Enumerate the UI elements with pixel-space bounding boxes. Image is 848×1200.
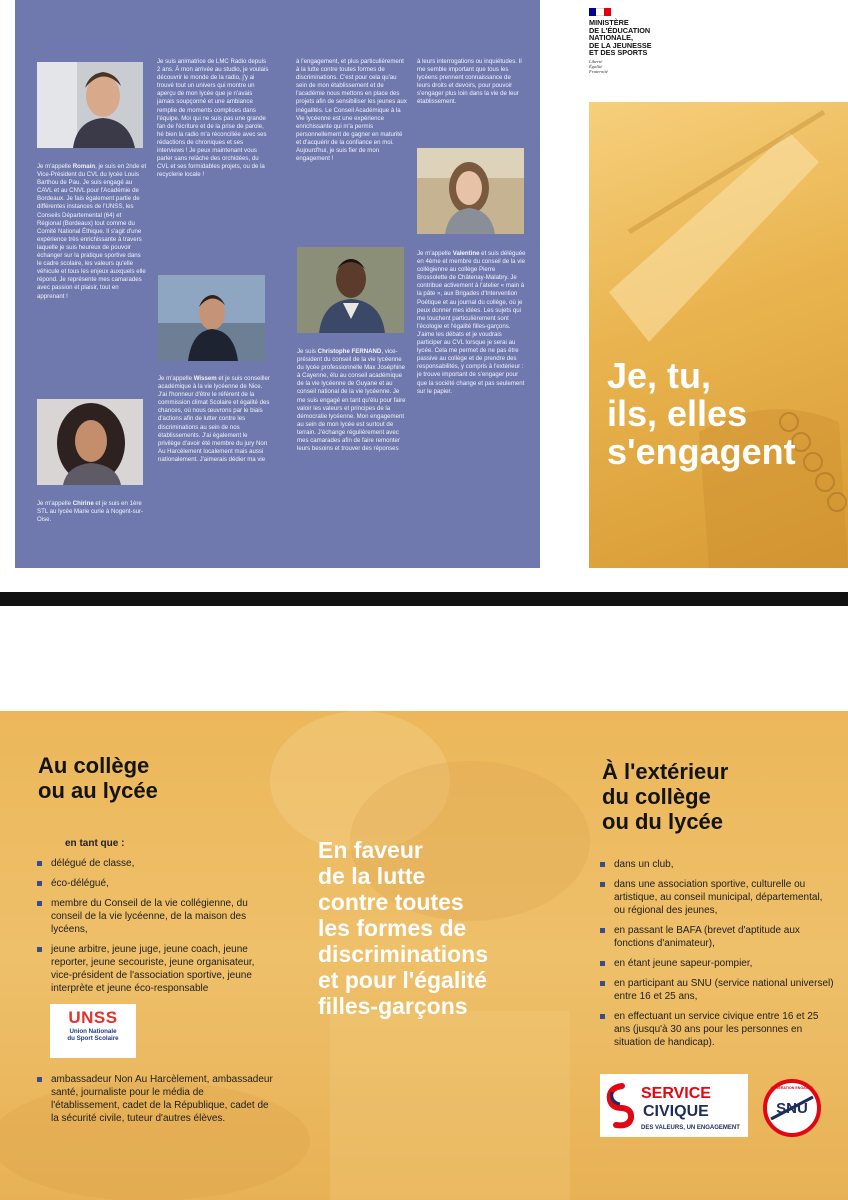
- romain-text: Je m'appelle Romain, je suis en 2nde et Vice-Président du CVL du lycée Louis Barthou de Pau. Je suis engagé au CAVL et au CNVL pour l'Académie de Bordeaux. Je fais également partie de différentes instances de l'UNSS, les Conseils Départemental (64) et Régional (Bordeaux) tout comme du Comité National Éthique. Il s'agit d'une expérience très enrichissante à travers laquelle je suis heureux de pouvoir échanger sur la pratique sportive dans le cadre scolaire, les valeurs qu'elle véhicule et tous les enjeux auxquels elle répond. Je représente mes camarades avec passion et plaisir, tout en apprenant !: [37, 163, 147, 300]
- valentine-photo: [417, 148, 524, 234]
- list-item: dans un club,: [599, 858, 835, 871]
- left-heading: Au collège ou au lycée: [38, 753, 158, 803]
- sc-logo-tagline: DES VALEURS, UN ENGAGEMENT: [641, 1125, 740, 1131]
- chirine-text: Je m'appelle Chirine et je suis en 1ère STL au lycée Marie curie à Nogent-sur-Oise.: [37, 500, 144, 524]
- list-item: en passant le BAFA (brevet d'aptitude aux fonctions d'animateur),: [599, 924, 835, 950]
- cover-title: Je, tu, ils, elles s'engagent: [607, 355, 796, 472]
- right-heading: À l'extérieur du collège ou du lycée: [602, 759, 729, 834]
- center-slogan: En faveur de la lutte contre toutes les formes de discriminations et pour l'égalité filles-garçons: [318, 837, 488, 1019]
- lmc-radio-text: Je suis animatrice de LMC Radio depuis 2 ans. À mon arrivée au studio, je voulais découvrir le monde de la radio, j'y ai trouvé tout un univers qui montre un aperçu de mon lycée que je n'avais jamais soupçonné et une ambiance remplie de moments complices dans l'équipe. Moi qui ne suis pas une grande fan de l'écriture et de la prise de parole, hé bien la radio m'a réconciliée avec ses rédactions de chroniques et ses interviews ! Je peux maintenant vous parler sans relâche des orchidées, du CVL et ses formidables projets, ou de la recyclerie locale !: [157, 58, 269, 179]
- republic-motto: Liberté Égalité Fraternité: [589, 58, 608, 74]
- list-item: en participant au SNU (service national universel) entre 16 et 25 ans,: [599, 977, 835, 1003]
- list-item: éco-délégué,: [36, 877, 274, 890]
- ministry-logo: [589, 8, 709, 74]
- list-item: en effectuant un service civique entre 16 et 25 ans (jusqu'à 30 ans pour les personnes en situation de handicap).: [599, 1010, 835, 1049]
- engagement-text: à l'engagement, et plus particulièrement à la lutte contre toutes formes de discriminations. C'est pour cela qu'au sein de mon établissement et de l'académie nous mettons en place des projets afin de sensibiliser les jeunes aux inégalités. Le Conseil Académique à la Vie lycéenne est une expérience enrichissante qui m'a permis personnellement de gagner en maturité et d'acquérir de la confiance en moi. Aujourd'hui, je suis fier de mon engagement !: [296, 58, 407, 163]
- list-item: membre du Conseil de la vie collégienne, du conseil de la vie lycéenne, de la maison des lycéens,: [36, 897, 274, 936]
- chirine-photo: [37, 399, 143, 485]
- sc-logo-line1: SERVICE: [641, 1085, 711, 1102]
- snu-logo-text: SNU: [776, 1100, 808, 1117]
- list-item: jeune arbitre, jeune juge, jeune coach, jeune reporter, jeune secouriste, jeune organisateur, vice-président de l'association sportive, jeune interprète et jeune éco-responsable: [36, 943, 274, 995]
- french-flag-icon: [589, 8, 611, 16]
- romain-photo: [37, 62, 143, 148]
- school-roles-list: [36, 857, 274, 1002]
- brochure-bottom-spread: [0, 711, 848, 1200]
- christophe-text: Je suis Christophe FERNAND, vice-président du conseil de la vie lycéenne du lycée professionnelle Max Joséphine à Cayenne, élu au conseil académique de la vie lycéenne de Guyane et au conseil national de la vie lycéenne. Je me suis engagé en tant qu'élu pour faire valoir les valeurs et principes de la démocratie lycéenne. Mon engagement au sein de mon lycée est surtout de terrain. J'échange régulièrement avec mes camarades afin de faire remonter leurs besoins et trouver des réponses: [297, 348, 406, 453]
- separator-bar: [0, 592, 848, 606]
- testimonials-panel: [15, 0, 540, 568]
- interrogations-text: à leurs interrogations ou inquiétudes. Il me semble important que tous les lycéens prennent connaissance de leurs droits et devoirs, pour pouvoir s'engager plus loin dans la vie de leur établissement.: [417, 58, 522, 106]
- sc-logo-line2: CIVIQUE: [643, 1103, 709, 1120]
- list-item: en étant jeune sapeur-pompier,: [599, 957, 835, 970]
- service-civique-logo: [600, 1074, 748, 1137]
- valentine-text: Je m'appelle Valentine et suis déléguée en 4ème et membre du conseil de la vie collégienne au collège Pierre Brossolette de Châtenay-Malabry. Je contribue activement à l'atelier « main à la pâte », aux Brigades d'Intervention Poétique et au journal du collège, où je peux donner mes idées. Les sujets qui me touchent particulièrement sont l'écologie et l'égalité filles-garçons. J'aime les débats et je voudrais participer au CVL lorsque je serai au lycée. Cela me permet de ne pas être passive au collège et de prendre des responsabilités, y compris à l'extérieur : je trouve important de s'engager pour que la société change et pas seulement sur le papier.: [417, 250, 526, 395]
- list-item: délégué de classe,: [36, 857, 274, 870]
- snu-logo: [763, 1079, 821, 1137]
- brochure-top-spread: [0, 0, 848, 592]
- ministry-name: MINISTÈRE DE L'ÉDUCATION NATIONALE, DE LA JEUNESSE ET DES SPORTS: [589, 18, 652, 58]
- left-intro: en tant que :: [65, 838, 125, 849]
- unss-logo: UNSS Union Nationale du Sport Scolaire: [50, 1004, 136, 1058]
- cover-image: [589, 102, 848, 568]
- outside-roles-list: [599, 858, 835, 1056]
- christophe-photo: [297, 247, 404, 333]
- snu-logo-arc: GÉNÉRATION ENGAGÉE: [770, 1086, 814, 1090]
- school-roles-list-2: [36, 1073, 274, 1132]
- wissem-text: Je m'appelle Wissem et je suis conseiller académique à la vie lycéenne de Nice. J'ai l'honneur d'être le référent de la commission climat Scolaire et égalité des chances, où nous œuvrons par le biais d'actions afin de lutter contre les discriminations au sein de nos établissements. J'ai également le privilège d'avoir été membre du jury Non Au Harcèlement localement mais aussi nationalement. J'aimerais dédier ma vie: [158, 375, 270, 463]
- wissem-photo: [158, 275, 265, 361]
- list-item: ambassadeur Non Au Harcèlement, ambassadeur santé, journaliste pour le média de l'établissement, cadet de la République, cadet de la sécurité civile, tuteur d'autres élèves.: [36, 1073, 274, 1125]
- list-item: dans une association sportive, culturelle ou artistique, au conseil municipal, départemental, ou régional des jeunes,: [599, 878, 835, 917]
